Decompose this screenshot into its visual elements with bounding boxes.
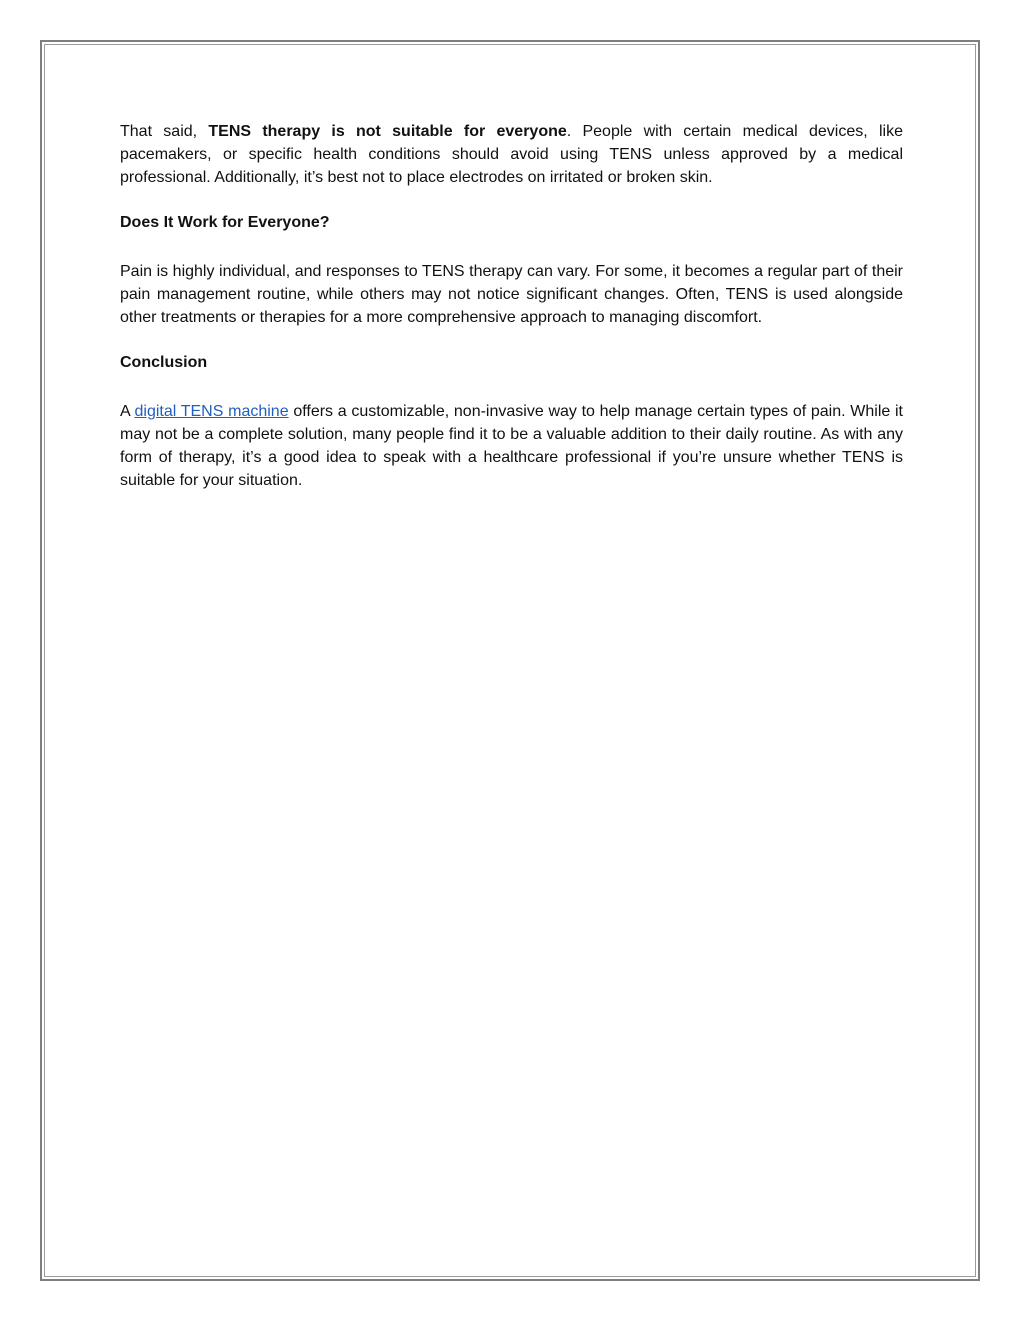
paragraph-suitability [120, 120, 903, 189]
paragraph-conclusion [120, 400, 903, 492]
paragraph-rest: . People with certain medical devices, like pacemakers, or specific health conditions should avoid using TENS unless approved by a medical professional. Additionally, it’s best not to place electrodes on irritated or broken skin. [120, 123, 903, 186]
paragraph-lead: A [120, 403, 130, 420]
bold-warning: TENS therapy is not suitable for everyone [208, 123, 567, 140]
document-body [120, 120, 903, 492]
paragraph-individual-response: Pain is highly individual, and responses to TENS therapy can vary. For some, it becomes a regular part of their pain management routine, while others may not notice significant changes. Often, TENS is used alongside other treatments or therapies for a more comprehensive approach to managing discomfort. [120, 263, 903, 326]
heading-conclusion: Conclusion [120, 354, 208, 371]
heading-does-it-work: Does It Work for Everyone? [120, 214, 330, 231]
paragraph-lead: That said, [120, 123, 198, 140]
digital-tens-machine-link[interactable]: digital TENS machine [134, 403, 289, 420]
paragraph-rest: offers a customizable, non-invasive way to help manage certain types of pain. While it may not be a complete solution, many people find it to be a valuable addition to their daily routine. As with any form of therapy, it’s a good idea to speak with a healthcare professional if you’re unsure whether TENS is suitable for your situation. [120, 403, 903, 489]
